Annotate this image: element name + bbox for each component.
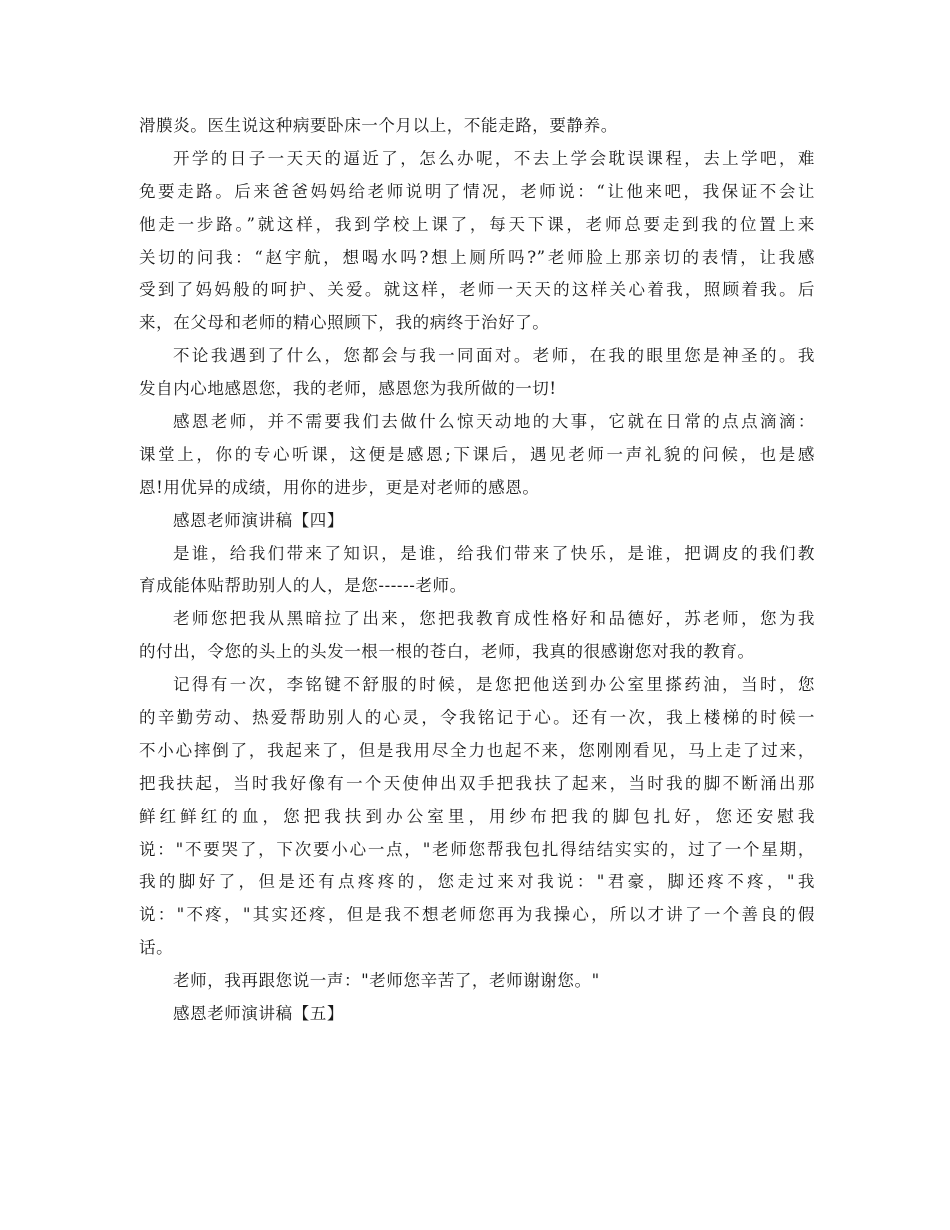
text-line: 他走一步路。”就这样，我到学校上课了，每天下课，老师总要走到我的位置上来 (139, 214, 815, 234)
text-line: 不小心摔倒了，我起来了，但是我用尽全力也起不来，您刚刚看见，马上走了过来， (139, 740, 815, 760)
text-line: 育成能体贴帮助别人的人，是您------老师。 (139, 576, 467, 596)
paragraph-first-line: 感恩老师，并不需要我们去做什么惊天动地的大事，它就在日常的点点滴滴： (173, 412, 815, 432)
paragraph-first-line: 老师您把我从黑暗拉了出来，您把我教育成性格好和品德好，苏老师，您为我 (173, 609, 815, 629)
text-line: 的付出，令您的头上的头发一根一根的苍白，老师，我真的很感谢您对我的教育。 (139, 642, 755, 662)
text-line: 恩!用优异的成绩，用你的进步，更是对老师的感恩。 (139, 477, 540, 497)
section-heading: 感恩老师演讲稿【五】 (173, 1004, 344, 1024)
text-line: 滑膜炎。医生说这种病要卧床一个月以上，不能走路，要静养。 (139, 116, 618, 135)
text-line: 课堂上，你的专心听课，这便是感恩;下课后，遇见老师一声礼貌的问候，也是感 (139, 444, 815, 464)
text-line: 把我扶起，当时我好像有一个天使伸出双手把我扶了起来，当时我的脚不断涌出那 (139, 773, 815, 793)
section-heading: 感恩老师演讲稿【四】 (173, 510, 344, 530)
text-line: 的辛勤劳动、热爱帮助别人的心灵，令我铭记于心。还有一次，我上楼梯的时候一 (139, 708, 815, 728)
paragraph-first-line: 开学的日子一天天的逼近了，怎么办呢，不去上学会耽误课程，去上学吧，难 (173, 148, 815, 168)
paragraph-first-line: 不论我遇到了什么，您都会与我一同面对。老师，在我的眼里您是神圣的。我 (173, 346, 815, 366)
text-line: 免要走路。后来爸爸妈妈给老师说明了情况，老师说：“让他来吧，我保证不会让 (139, 181, 815, 201)
text-line: 关切的问我：“赵宇航，想喝水吗?想上厕所吗?”老师脸上那亲切的表情，让我感 (139, 247, 815, 267)
text-line: 发自内心地感恩您，我的老师，感恩您为我所做的一切! (139, 379, 557, 399)
text-line: 说："不要哭了，下次要小心一点，"老师您帮我包扎得结结实实的，过了一个星期， (139, 839, 815, 859)
paragraph-first-line: 老师，我再跟您说一声："老师您辛苦了，老师谢谢您。" (173, 971, 600, 991)
text-line: 来，在父母和老师的精心照顾下，我的病终于治好了。 (139, 313, 550, 333)
document-page (139, 110, 815, 1031)
text-line: 鲜红鲜红的血，您把我扶到办公室里，用纱布把我的脚包扎好，您还安慰我 (139, 806, 815, 826)
text-line: 我的脚好了，但是还有点疼疼的，您走过来对我说："君豪，脚还疼不疼，"我 (139, 872, 815, 892)
text-line: 说："不疼，"其实还疼，但是我不想老师您再为我操心，所以才讲了一个善良的假 (139, 905, 815, 925)
text-line: 受到了妈妈般的呵护、关爱。就这样，老师一天天的这样关心着我，照顾着我。后 (139, 280, 815, 300)
text-line: 话。 (139, 938, 174, 958)
paragraph-first-line: 记得有一次，李铭键不舒服的时候，是您把他送到办公室里搽药油，当时，您 (173, 675, 815, 695)
paragraph-first-line: 是谁，给我们带来了知识，是谁，给我们带来了快乐，是谁，把调皮的我们教 (173, 543, 815, 563)
